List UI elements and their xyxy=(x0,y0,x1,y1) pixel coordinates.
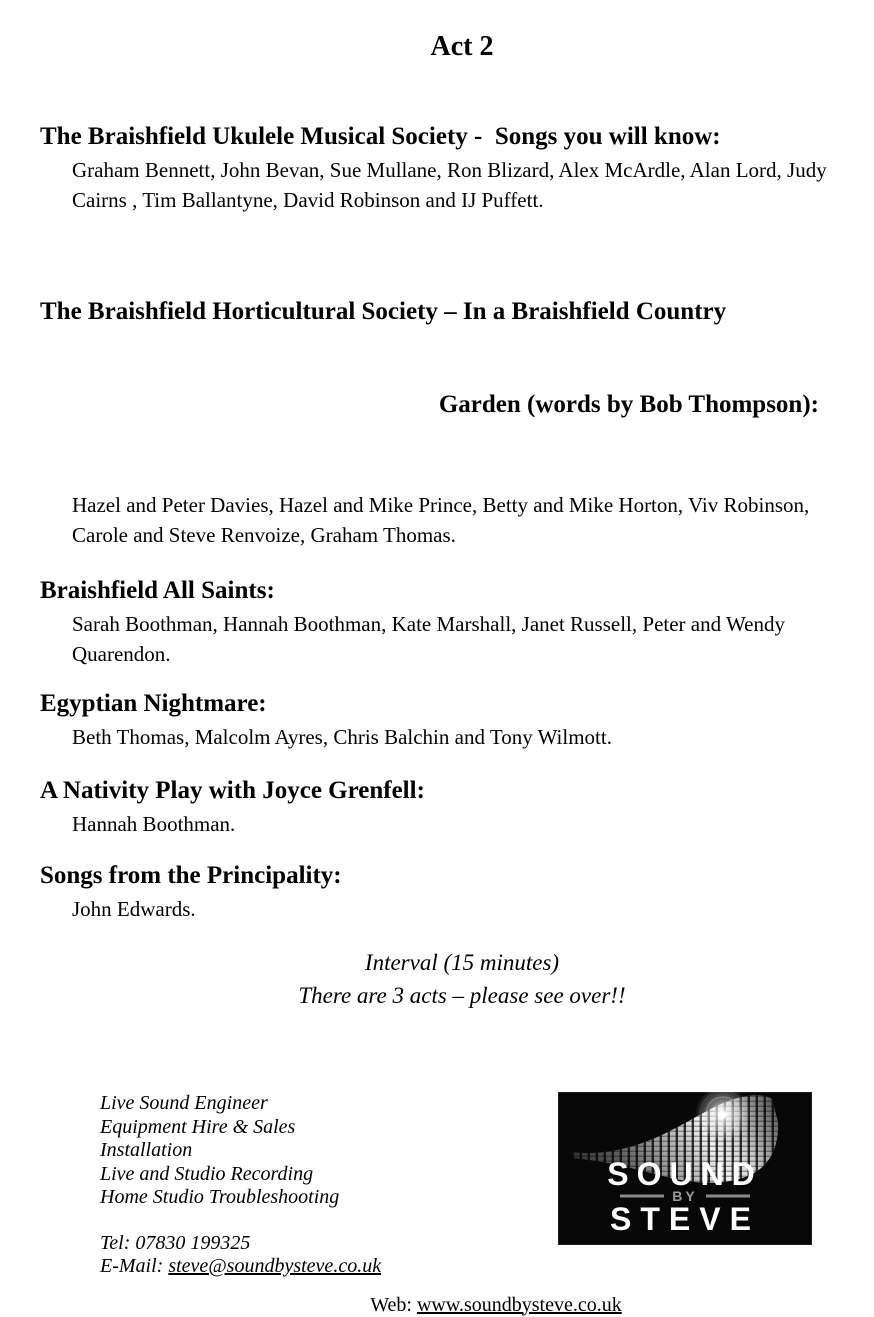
service-item: Equipment Hire & Sales xyxy=(100,1115,296,1138)
section-performers: Sarah Boothman, Hannah Boothman, Kate Marshall, Janet Russell, Peter and Wendy Quarendon. xyxy=(72,612,791,666)
email-link[interactable]: steve@soundbysteve.co.uk xyxy=(168,1255,382,1277)
web-label: Web: xyxy=(370,1293,417,1316)
section-ukulele-society xyxy=(40,122,844,215)
interval-line-1: Interval (15 minutes) xyxy=(364,950,560,975)
section-all-saints xyxy=(40,576,844,669)
section-heading: The Braishfield Ukulele Musical Society - Songs you will know: xyxy=(40,123,721,150)
section-nativity-play xyxy=(40,776,844,839)
section-heading: Egyptian Nightmare: xyxy=(40,690,267,717)
section-performers: Hannah Boothman. xyxy=(72,812,236,836)
email-line xyxy=(100,1255,381,1279)
heading-line-1: The Braishfield Horticultural Society – In a Braishfield Country xyxy=(40,298,727,325)
service-item: Live Sound Engineer xyxy=(100,1092,268,1114)
heading-line-2: Garden (words by Bob Thompson): xyxy=(438,391,819,418)
section-heading xyxy=(40,237,844,482)
email-label: E-Mail: xyxy=(100,1255,169,1277)
advert xyxy=(0,1092,874,1279)
section-performers: Graham Bennett, John Bevan, Sue Mullane, Ron Blizard, Alex McArdle, Alan Lord, Judy Cairns , Tim Ballantyne, David Robinson and IJ Puffett. xyxy=(72,158,832,212)
section-performers: Beth Thomas, Malcolm Ayres, Chris Balchin and Tony Wilmott. xyxy=(72,725,612,749)
service-item: Live and Studio Recording xyxy=(100,1162,314,1185)
service-item: Installation xyxy=(100,1139,193,1161)
interval-note xyxy=(0,946,874,1012)
sound-by-steve-logo xyxy=(558,1092,812,1245)
section-performers: John Edwards. xyxy=(72,897,196,921)
web-link[interactable]: www.soundbysteve.co.uk xyxy=(416,1293,622,1316)
page-title: Act 2 xyxy=(430,31,494,62)
tel-label: Tel: xyxy=(100,1231,136,1254)
tel-number: 07830 199325 xyxy=(135,1231,251,1254)
advert-details xyxy=(100,1092,381,1279)
section-principality xyxy=(40,861,844,924)
interval-line-2: There are 3 acts – please see over!! xyxy=(298,983,626,1008)
service-item: Home Studio Troubleshooting xyxy=(100,1186,340,1208)
logo-word-by: BY xyxy=(672,1188,698,1204)
footer-web xyxy=(0,1293,874,1317)
section-horticultural-society xyxy=(40,237,844,550)
section-heading: A Nativity Play with Joyce Grenfell: xyxy=(40,777,425,804)
section-egyptian-nightmare xyxy=(40,689,844,752)
section-heading: Braishfield All Saints: xyxy=(40,577,275,604)
section-heading: Songs from the Principality: xyxy=(40,862,342,889)
section-performers: Hazel and Peter Davies, Hazel and Mike Prince, Betty and Mike Horton, Viv Robinson, Carole and Steve Renvoize, Graham Thomas. xyxy=(72,493,815,547)
tel-line xyxy=(100,1232,381,1256)
logo-word-steve: STEVE xyxy=(610,1201,760,1237)
logo-word-sound: SOUND xyxy=(607,1156,763,1192)
